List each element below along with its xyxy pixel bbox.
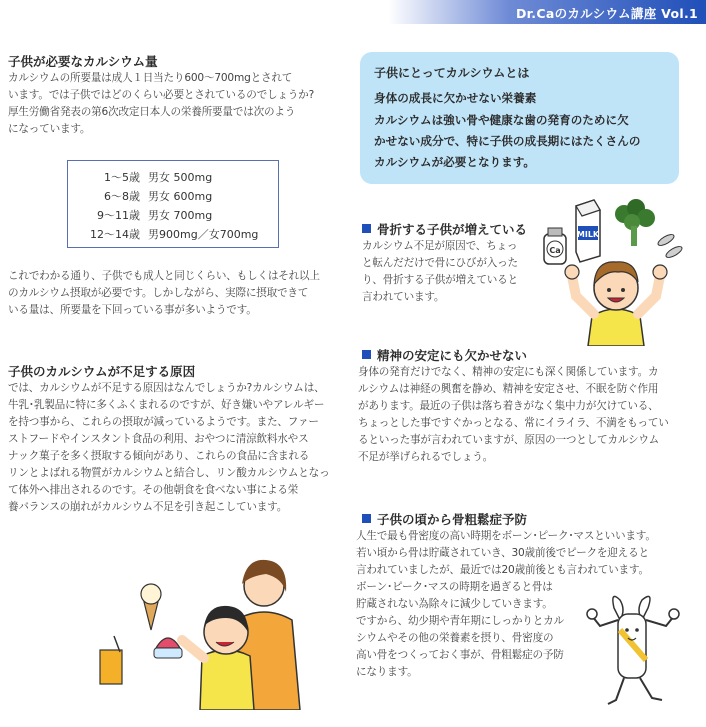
table-amount: 男900mg／女700mg — [148, 228, 259, 241]
table-age: 6～8歳 — [104, 190, 140, 203]
section-text-mental-stability — [358, 364, 669, 466]
text-line: り、骨折する子供が増えていると — [362, 274, 518, 286]
text-line: になります。 — [356, 666, 418, 678]
text-line: いる量は、所要量を下回っている事が多いようです。 — [8, 304, 257, 316]
section-heading-deficiency-cause: 子供のカルシウムが不足する原因 — [8, 364, 196, 379]
text-line: 厚生労働省発表の第6次改定日本人の栄養所要量では次のよう — [8, 106, 296, 118]
milk-label: MILK — [576, 230, 600, 239]
text-line: では、カルシウムが不足する原因はなんでしょうか?カルシウムは、 — [8, 382, 325, 394]
table-row — [68, 207, 212, 223]
info-box-line: カルシウムは強い骨や健康な歯の発育のために欠 — [374, 113, 629, 127]
table-amount: 男女 600mg — [148, 190, 213, 203]
square-bullet-icon — [362, 514, 371, 523]
ca-bottle-icon — [544, 228, 566, 264]
text-line: シウムやその他の栄養素を摂り、骨密度の — [356, 632, 554, 644]
table-row — [68, 226, 258, 242]
text-line: 牛乳･乳製品に特に多くふくまれるのですが、好き嫌いやアレルギー — [8, 399, 325, 411]
bone-mascot-illustration — [580, 590, 690, 708]
section-text-deficiency-cause — [8, 380, 329, 516]
text-line: るといった事が言われていますが、原因の一つとしてカルシウム — [358, 434, 660, 446]
page-title: Dr.Caのカルシウム講座 Vol.1 — [515, 6, 698, 21]
info-box-line: 身体の成長に欠かせない栄養素 — [374, 91, 537, 105]
table-age: 9～11歳 — [97, 209, 140, 222]
text-line: 貯蔵されない為除々に減少していきます。 — [356, 598, 553, 610]
section-text-summary — [8, 268, 320, 319]
calcium-foods-boy-illustration — [536, 196, 704, 346]
milk-carton-icon — [576, 200, 600, 262]
text-line: のカルシウム摂取が必要です。しかしながら、実際に摂取できて — [8, 287, 309, 299]
ice-cream-cone-icon — [141, 584, 161, 630]
text-line: ナック菓子を多く摂取する傾向があり、これらの食品に含まれる — [8, 450, 310, 462]
text-line: ルシウムは神経の興奮を静め、精神を安定させ、不眠を防ぐ作用 — [358, 383, 659, 395]
square-bullet-icon — [362, 224, 371, 233]
table-amount: 男女 700mg — [148, 209, 213, 222]
text-line: と転んだだけで骨にひびが入った — [362, 257, 518, 269]
section-heading-fractures — [362, 220, 527, 238]
section-heading-required-amount: 子供が必要なカルシウム量 — [8, 54, 158, 69]
child-icon — [182, 606, 254, 710]
text-line: これでわかる通り、子供でも成人と同じくらい、もしくはそれ以上 — [8, 270, 320, 282]
text-line: ですから、幼少期や青年期にしっかりとカル — [356, 615, 564, 627]
table-age: 12～14歳 — [90, 228, 140, 241]
text-line: カルシウムの所要量は成人１日当たり600～700mgとされて — [8, 72, 293, 84]
text-line: カルシウム不足が原因で、ちょっ — [362, 240, 518, 252]
small-fish-icon — [656, 232, 683, 259]
table-row — [68, 188, 212, 204]
text-line: 高い骨をつくっておく事が、骨粗鬆症の予防 — [356, 649, 564, 661]
bone-character-icon — [587, 596, 679, 704]
section-heading-mental-stability — [362, 346, 527, 364]
text-line: があります。最近の子供は落ち着きがなく集中力が欠けている、 — [358, 400, 659, 412]
info-box-line: カルシウムが必要となります。 — [374, 155, 535, 169]
text-line: 若い頃から骨は貯蔵されていき、30歳前後でピークを迎えると — [356, 547, 649, 559]
section-heading-osteoporosis — [362, 510, 527, 528]
mother-child-snacks-illustration — [96, 540, 326, 710]
text-line: ボーン･ピーク･マスの時期を過ぎると骨は — [356, 581, 553, 593]
text-line: ちょっとした事ですぐかっとなる、常にイライラ、不満をもってい — [358, 417, 669, 429]
header-banner — [0, 0, 706, 24]
table-age: 1～5歳 — [104, 171, 140, 184]
text-line: になっています。 — [8, 123, 91, 135]
text-line: リンとよばれる物質がカルシウムと結合し、リン酸カルシウムとなっ — [8, 467, 330, 479]
flexing-boy-icon — [565, 262, 667, 346]
text-line: 言われています。 — [362, 291, 445, 303]
intake-table — [67, 160, 279, 248]
text-line: います。では子供ではどのくらい必要とされているのでしょうか? — [8, 89, 314, 101]
drink-glass-icon — [100, 636, 122, 684]
text-line: 言われていましたが、最近では20歳前後とも言われています。 — [356, 564, 649, 576]
heading-label: 精神の安定にも欠かせない — [377, 348, 528, 363]
section-text-required-amount — [8, 70, 314, 138]
info-box-line: かせない成分で、特に子供の成長期にはたくさんの — [374, 134, 641, 148]
text-line: 不足が挙げられるでしょう。 — [358, 451, 494, 463]
square-bullet-icon — [362, 350, 371, 359]
text-line: を持つ事から、これらの摂取が減っているようです。また、ファー — [8, 416, 319, 428]
text-line: て体外へ排出されるのです。その他朝食を食べない事による栄 — [8, 484, 299, 496]
heading-label: 骨折する子供が増えている — [377, 222, 528, 237]
info-box-title: 子供にとってカルシウムとは — [374, 66, 530, 80]
calcium-info-box — [360, 52, 679, 184]
text-line: 身体の発育だけでなく、精神の安定にも深く関係しています。カ — [358, 366, 659, 378]
table-amount: 男女 500mg — [148, 171, 213, 184]
table-row — [68, 169, 212, 185]
ca-label: Ca — [549, 246, 561, 255]
heading-label: 子供の頃から骨粗鬆症予防 — [377, 512, 528, 527]
text-line: 人生で最も骨密度の高い時期をボーン･ピーク･マスといいます。 — [356, 530, 656, 542]
section-text-fractures — [362, 238, 518, 306]
text-line: 養バランスの崩れがカルシウム不足を引き起こしています。 — [8, 501, 288, 513]
text-line: ストフードやインスタント食品の利用、おやつに清涼飲料水やス — [8, 433, 309, 445]
broccoli-icon — [615, 199, 655, 246]
